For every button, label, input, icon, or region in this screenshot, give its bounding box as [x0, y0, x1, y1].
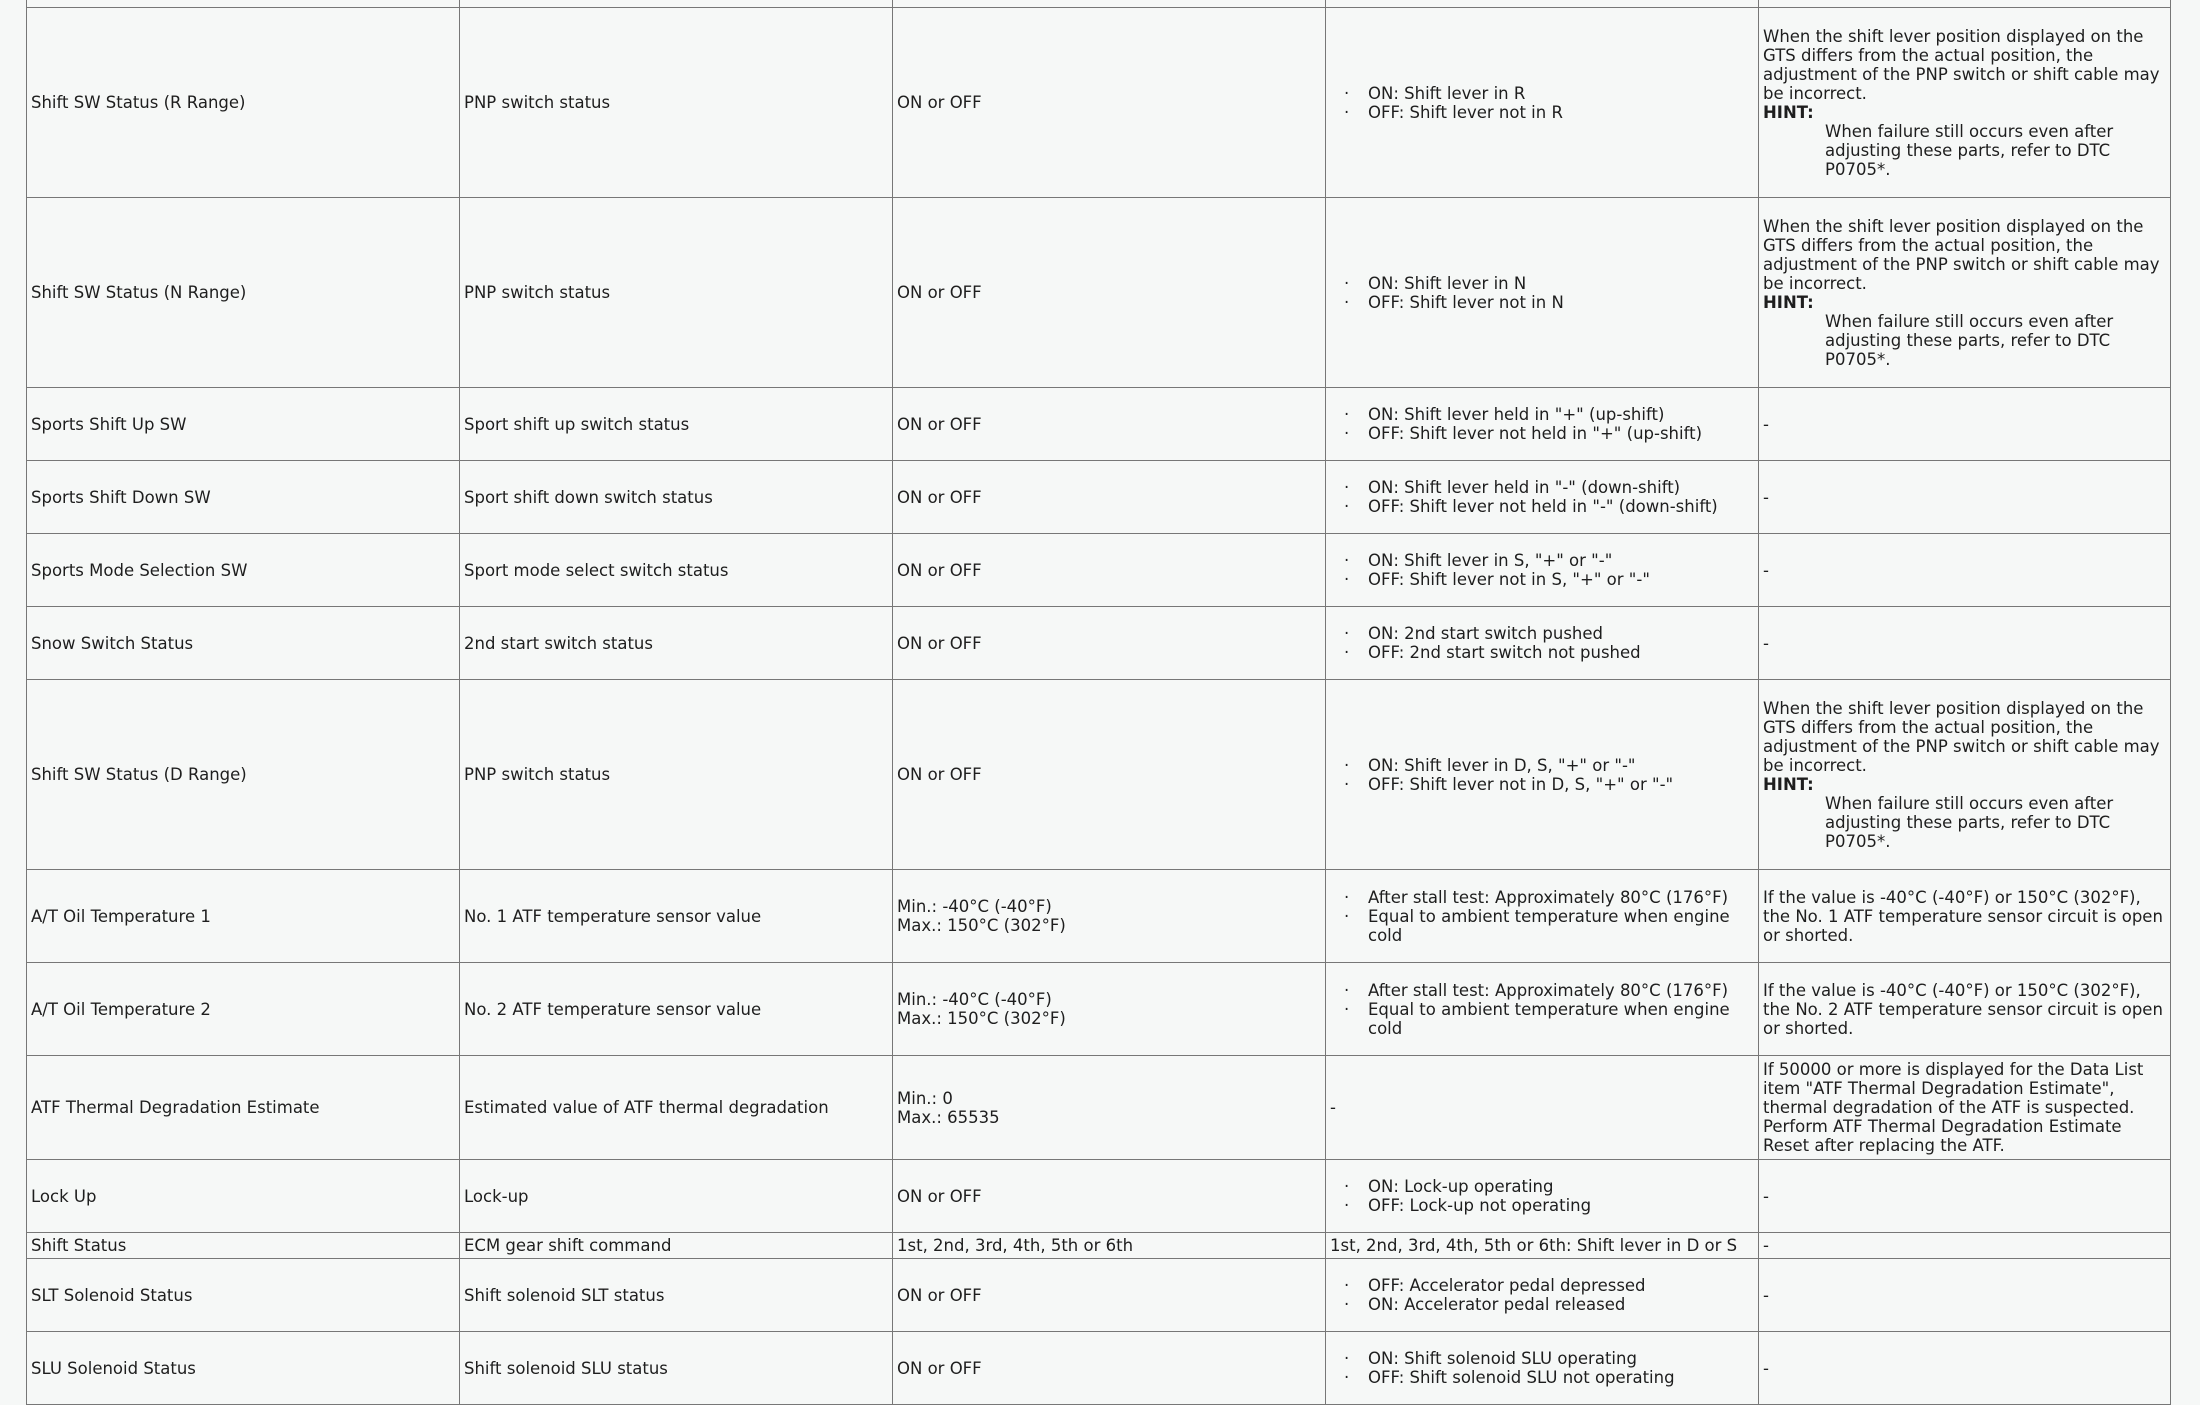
table-row	[27, 8, 2171, 198]
diagnostic-note: -	[1763, 1358, 1769, 1378]
normal-condition-cell	[1326, 1259, 1759, 1332]
range-cell	[893, 1332, 1326, 1405]
range-cell	[893, 388, 1326, 461]
diagnostic-note: If 50000 or more is displayed for the Data List item "ATF Thermal Degradation Estimate", thermal degradation of the ATF is suspected. Perform ATF Thermal Degradation Estimate Reset after replacing the ATF.	[1763, 1060, 2144, 1155]
diagnostic-note-cell	[1759, 1332, 2171, 1405]
item-name: Shift SW Status (R Range)	[31, 93, 246, 112]
table-row	[27, 1259, 2171, 1332]
measurement-item: Shift solenoid SLT status	[464, 1285, 665, 1305]
normal-condition-item: · After stall test: Approximately 80°C (176°F)	[1368, 981, 1754, 1000]
normal-condition-item: · OFF: Shift lever not held in "+" (up-shift)	[1368, 424, 1754, 443]
table-row	[27, 461, 2171, 534]
table-row	[27, 198, 2171, 388]
normal-condition-item: · ON: Shift lever in S, "+" or "-"	[1368, 551, 1754, 570]
normal-condition-item: · ON: Lock-up operating	[1368, 1177, 1754, 1196]
normal-condition-item: · ON: Accelerator pedal released	[1368, 1295, 1754, 1314]
measurement-cell	[460, 461, 893, 534]
normal-condition-list	[1330, 478, 1754, 516]
diagnostic-note-cell	[1759, 461, 2171, 534]
normal-condition-cell	[1326, 534, 1759, 607]
item-cell	[27, 607, 460, 680]
range-text: Min.: -40°C (-40°F) Max.: 150°C (302°F)	[897, 897, 1066, 935]
table-row	[27, 607, 2171, 680]
range-cell	[893, 870, 1326, 963]
table-row	[27, 1160, 2171, 1233]
measurement-cell	[460, 8, 893, 198]
hint-text: When failure still occurs even after adjusting these parts, refer to DTC P0705*.	[1825, 121, 2114, 179]
item-cell	[27, 1259, 460, 1332]
range-text: ON or OFF	[897, 765, 982, 784]
normal-condition-cell	[1326, 388, 1759, 461]
table-row	[27, 1233, 2171, 1259]
hint-block	[1763, 293, 2166, 369]
diagnostic-note-cell	[1759, 870, 2171, 963]
range-text: ON or OFF	[897, 487, 982, 507]
item-cell	[27, 1332, 460, 1405]
table-row	[27, 0, 2171, 8]
item-name: ATF Thermal Degradation Estimate	[31, 1098, 320, 1117]
range-text: ON or OFF	[897, 1358, 982, 1378]
normal-condition-cell	[1326, 607, 1759, 680]
table-row	[27, 870, 2171, 963]
measurement-item: Lock-up	[464, 1186, 529, 1206]
item-name: Sports Shift Down SW	[31, 487, 211, 507]
normal-condition-cell	[1326, 198, 1759, 388]
measurement-item: ECM gear shift command	[464, 1236, 672, 1255]
range-text: ON or OFF	[897, 633, 982, 653]
normal-condition-text: 1st, 2nd, 3rd, 4th, 5th or 6th: Shift lever in D or S	[1330, 1236, 1738, 1255]
normal-condition-item: · ON: Shift lever in N	[1368, 274, 1754, 293]
normal-condition-list	[1330, 1177, 1754, 1215]
range-cell	[893, 0, 1326, 8]
diagnostic-note: -	[1763, 560, 1769, 580]
item-name: Shift SW Status (D Range)	[31, 765, 247, 784]
data-list-body	[27, 0, 2171, 1405]
diagnostic-note: If the value is -40°C (-40°F) or 150°C (302°F), the No. 2 ATF temperature sensor circuit is open or shorted.	[1763, 980, 2163, 1038]
measurement-item: Sport mode select switch status	[464, 560, 729, 580]
measurement-item: No. 2 ATF temperature sensor value	[464, 999, 762, 1019]
normal-condition-list	[1330, 624, 1754, 662]
normal-condition-list	[1330, 1349, 1754, 1387]
item-cell	[27, 870, 460, 963]
measurement-cell	[460, 388, 893, 461]
normal-condition-list	[1330, 1276, 1754, 1314]
normal-condition-item: · ON: 2nd start switch pushed	[1368, 624, 1754, 643]
measurement-item: Sport shift down switch status	[464, 487, 713, 507]
normal-condition-cell	[1326, 1160, 1759, 1233]
range-text: ON or OFF	[897, 93, 982, 112]
normal-condition-item: · ON: Shift lever held in "+" (up-shift)	[1368, 405, 1754, 424]
table-row	[27, 1332, 2171, 1405]
hint-block	[1763, 103, 2166, 179]
item-cell	[27, 0, 460, 8]
item-name: Snow Switch Status	[31, 633, 194, 653]
diagnostic-note: -	[1763, 487, 1769, 507]
normal-condition-item: · ON: Shift lever held in "-" (down-shift)	[1368, 478, 1754, 497]
normal-condition-item: · OFF: Accelerator pedal depressed	[1368, 1276, 1754, 1295]
normal-condition-item: · OFF: Shift lever not in R	[1368, 103, 1754, 122]
table-row	[27, 680, 2171, 870]
item-cell	[27, 680, 460, 870]
normal-condition-list	[1330, 756, 1754, 794]
item-cell	[27, 388, 460, 461]
diagnostic-note-cell	[1759, 607, 2171, 680]
normal-condition-list	[1330, 84, 1754, 122]
measurement-item: Sport shift up switch status	[464, 414, 690, 434]
diagnostic-note-cell	[1759, 0, 2171, 8]
normal-condition-text: -	[1330, 1098, 1336, 1117]
data-list-table	[26, 0, 2171, 1405]
normal-condition-cell	[1326, 963, 1759, 1056]
diagnostic-note-cell	[1759, 1233, 2171, 1259]
diagnostic-note-cell	[1759, 680, 2171, 870]
normal-condition-cell	[1326, 870, 1759, 963]
diagnostic-note-cell	[1759, 963, 2171, 1056]
normal-condition-item: · After stall test: Approximately 80°C (176°F)	[1368, 888, 1754, 907]
measurement-cell	[460, 1233, 893, 1259]
range-text: Min.: 0 Max.: 65535	[897, 1088, 1000, 1127]
hint-label: HINT:	[1763, 292, 1814, 312]
normal-condition-cell	[1326, 1233, 1759, 1259]
table-row	[27, 1056, 2171, 1160]
hint-block	[1763, 775, 2166, 851]
normal-condition-cell	[1326, 1056, 1759, 1160]
item-name: Sports Mode Selection SW	[31, 560, 248, 580]
range-cell	[893, 461, 1326, 534]
item-cell	[27, 8, 460, 198]
normal-condition-item: · OFF: Shift lever not held in "-" (down-shift)	[1368, 497, 1754, 516]
item-name: SLU Solenoid Status	[31, 1358, 196, 1378]
range-cell	[893, 680, 1326, 870]
measurement-item: Estimated value of ATF thermal degradation	[464, 1098, 829, 1117]
range-cell	[893, 534, 1326, 607]
normal-condition-cell	[1326, 680, 1759, 870]
hint-label: HINT:	[1763, 774, 1814, 794]
diagnostic-note: -	[1763, 1186, 1769, 1206]
diagnostic-note: If the value is -40°C (-40°F) or 150°C (302°F), the No. 1 ATF temperature sensor circuit is open or shorted.	[1763, 887, 2163, 945]
normal-condition-item: · OFF: Shift lever not in D, S, "+" or "-"	[1368, 775, 1754, 794]
range-text: ON or OFF	[897, 1186, 982, 1206]
range-cell	[893, 1233, 1326, 1259]
range-text: 1st, 2nd, 3rd, 4th, 5th or 6th	[897, 1236, 1134, 1255]
diagnostic-note-cell	[1759, 8, 2171, 198]
measurement-cell	[460, 1332, 893, 1405]
table-row	[27, 388, 2171, 461]
measurement-cell	[460, 1056, 893, 1160]
item-cell	[27, 1056, 460, 1160]
item-name: SLT Solenoid Status	[31, 1285, 193, 1305]
measurement-item: No. 1 ATF temperature sensor value	[464, 906, 762, 926]
item-cell	[27, 534, 460, 607]
diagnostic-note-cell	[1759, 1160, 2171, 1233]
item-cell	[27, 461, 460, 534]
range-text: Min.: -40°C (-40°F) Max.: 150°C (302°F)	[897, 990, 1066, 1028]
diagnostic-note-cell	[1759, 1259, 2171, 1332]
normal-condition-item: · ON: Shift lever in R	[1368, 84, 1754, 103]
range-cell	[893, 1160, 1326, 1233]
normal-condition-list	[1330, 405, 1754, 443]
item-name: Shift Status	[31, 1236, 127, 1255]
hint-text: When failure still occurs even after adjusting these parts, refer to DTC P0705*.	[1825, 793, 2114, 851]
item-name: Sports Shift Up SW	[31, 414, 187, 434]
normal-condition-item: · OFF: Shift lever not in S, "+" or "-"	[1368, 570, 1754, 589]
item-cell	[27, 1233, 460, 1259]
normal-condition-cell	[1326, 461, 1759, 534]
measurement-item: Shift solenoid SLU status	[464, 1358, 668, 1378]
normal-condition-item: · OFF: 2nd start switch not pushed	[1368, 643, 1754, 662]
normal-condition-list	[1330, 888, 1754, 945]
table-row	[27, 963, 2171, 1056]
range-cell	[893, 963, 1326, 1056]
measurement-cell	[460, 1259, 893, 1332]
diagnostic-note: -	[1763, 414, 1769, 434]
measurement-cell	[460, 1160, 893, 1233]
diagnostic-note-cell	[1759, 198, 2171, 388]
measurement-cell	[460, 198, 893, 388]
normal-condition-item: · OFF: Shift solenoid SLU not operating	[1368, 1368, 1754, 1387]
normal-condition-list	[1330, 551, 1754, 589]
measurement-cell	[460, 607, 893, 680]
item-name: A/T Oil Temperature 2	[31, 999, 211, 1019]
normal-condition-item: · ON: Shift solenoid SLU operating	[1368, 1349, 1754, 1368]
measurement-item: PNP switch status	[464, 765, 611, 784]
measurement-cell	[460, 963, 893, 1056]
diagnostic-note-cell	[1759, 388, 2171, 461]
measurement-cell	[460, 680, 893, 870]
range-cell	[893, 1259, 1326, 1332]
normal-condition-item: · Equal to ambient temperature when engine cold	[1368, 907, 1754, 945]
diagnostic-note: -	[1763, 633, 1769, 653]
hint-text: When failure still occurs even after adjusting these parts, refer to DTC P0705*.	[1825, 311, 2114, 369]
normal-condition-item: · Equal to ambient temperature when engine cold	[1368, 1000, 1754, 1038]
range-cell	[893, 607, 1326, 680]
normal-condition-list	[1330, 981, 1754, 1038]
range-cell	[893, 1056, 1326, 1160]
range-cell	[893, 8, 1326, 198]
range-text: ON or OFF	[897, 1285, 982, 1305]
normal-condition-list	[1330, 274, 1754, 312]
normal-condition-item: · OFF: Shift lever not in N	[1368, 293, 1754, 312]
measurement-item: PNP switch status	[464, 283, 611, 302]
range-cell	[893, 198, 1326, 388]
normal-condition-item: · OFF: Lock-up not operating	[1368, 1196, 1754, 1215]
measurement-cell	[460, 0, 893, 8]
range-text: ON or OFF	[897, 560, 982, 580]
diagnostic-note: When the shift lever position displayed on the GTS differs from the actual position, the adjustment of the PNP switch or shift cable may be incorrect.	[1763, 26, 2160, 103]
item-cell	[27, 198, 460, 388]
item-name: Lock Up	[31, 1186, 97, 1206]
normal-condition-item: · ON: Shift lever in D, S, "+" or "-"	[1368, 756, 1754, 775]
item-cell	[27, 963, 460, 1056]
range-text: ON or OFF	[897, 283, 982, 302]
measurement-item: 2nd start switch status	[464, 633, 653, 653]
item-cell	[27, 1160, 460, 1233]
diagnostic-note-cell	[1759, 534, 2171, 607]
diagnostic-note: When the shift lever position displayed on the GTS differs from the actual position, the adjustment of the PNP switch or shift cable may be incorrect.	[1763, 698, 2160, 775]
item-name: Shift SW Status (N Range)	[31, 283, 247, 302]
diagnostic-note: -	[1763, 1236, 1769, 1255]
diagnostic-note-cell	[1759, 1056, 2171, 1160]
normal-condition-cell	[1326, 8, 1759, 198]
diagnostic-note: -	[1763, 1285, 1769, 1305]
diagnostic-note: When the shift lever position displayed on the GTS differs from the actual position, the adjustment of the PNP switch or shift cable may be incorrect.	[1763, 216, 2160, 293]
measurement-cell	[460, 534, 893, 607]
range-text: ON or OFF	[897, 414, 982, 434]
item-name: A/T Oil Temperature 1	[31, 906, 211, 926]
normal-condition-cell	[1326, 1332, 1759, 1405]
normal-condition-cell	[1326, 0, 1759, 8]
measurement-cell	[460, 870, 893, 963]
measurement-item: PNP switch status	[464, 93, 611, 112]
hint-label: HINT:	[1763, 102, 1814, 122]
table-row	[27, 534, 2171, 607]
